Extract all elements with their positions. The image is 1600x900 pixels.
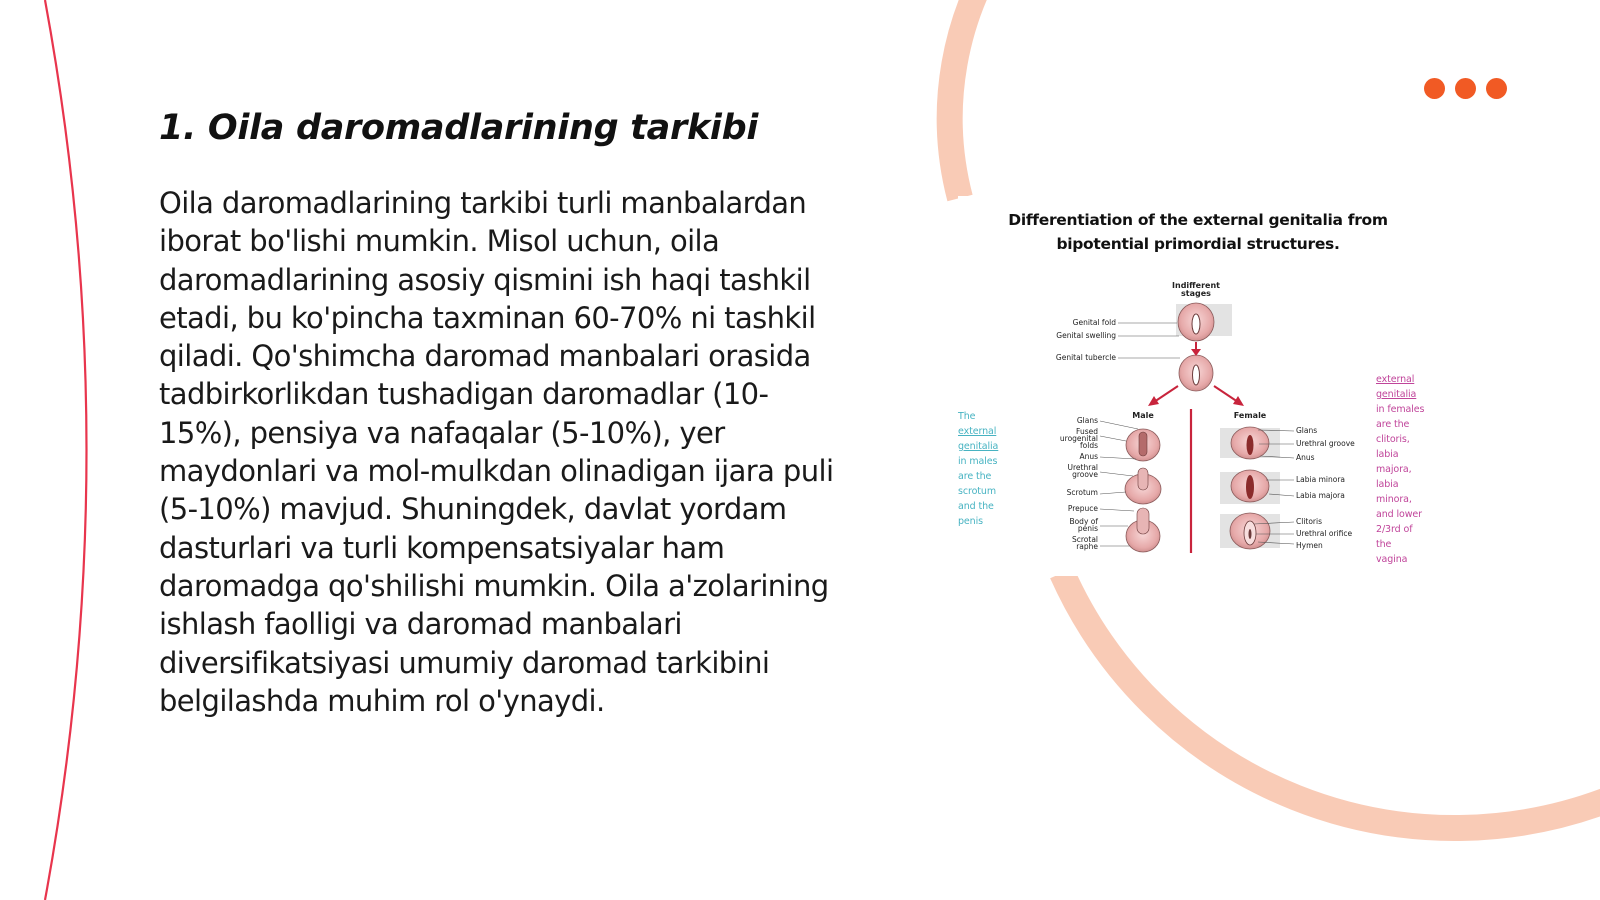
female-note-line: and lower [1376, 509, 1422, 520]
male-label-scrotal-2: raphe [1076, 542, 1098, 551]
female-label-hymen: Hymen [1296, 541, 1323, 550]
male-header: Male [1132, 411, 1154, 420]
female-note-link-1[interactable]: external [1376, 374, 1415, 385]
decorative-ring-arc [950, 0, 1005, 198]
dot-1 [1424, 78, 1445, 99]
female-note-line: minora, [1376, 494, 1412, 505]
female-label-labia-majora: Labia majora [1296, 491, 1345, 500]
figure-image [958, 196, 1438, 576]
indifferent-stage-label: Indifferent [1172, 281, 1220, 290]
figure-caption-line-1: Differentiation of the external genitalia from [1008, 211, 1388, 229]
male-label-fused-3: folds [1080, 441, 1098, 450]
slide-title: 1. Oila daromadlarining tarkibi [159, 108, 759, 148]
arrow-female-head [1233, 396, 1244, 406]
dot-3 [1486, 78, 1507, 99]
female-note-line: in females [1376, 404, 1425, 415]
female-note-line: are the [1376, 419, 1410, 430]
figure-caption-line-2: bipotential primordial structures. [1056, 235, 1340, 253]
female-note [1376, 372, 1434, 567]
female-note-line: majora, [1376, 464, 1412, 475]
male-label-fused-1: Fused [1076, 427, 1098, 436]
male-note-line: are the [958, 471, 992, 482]
male-label-body-2: penis [1077, 524, 1098, 533]
female-label-anus: Anus [1296, 453, 1315, 462]
male-label-scrotum: Scrotum [1066, 488, 1098, 497]
figure-caption [958, 208, 1438, 256]
male-note-line: and the [958, 501, 994, 512]
female-label-urethral-orifice: Urethral orifice [1296, 529, 1353, 538]
female-note-line: the [1376, 539, 1392, 550]
label-genital-tubercle: Genital tubercle [1055, 353, 1116, 362]
arrow-male-stem [1154, 386, 1178, 402]
female-note-link-2[interactable]: genitalia [1376, 389, 1417, 400]
label-genital-fold: Genital fold [1072, 318, 1116, 327]
female-note-line: clitoris, [1376, 434, 1410, 445]
male-label-fused-2: urogenital [1059, 434, 1098, 443]
male-label-anus: Anus [1079, 452, 1098, 461]
dots-decoration [1424, 78, 1510, 100]
indifferent-structure-2-inner [1193, 365, 1200, 385]
male-note-line: penis [958, 516, 983, 527]
female-note-line: vagina [1376, 554, 1408, 565]
male-note [958, 409, 1004, 529]
male-label-scrotal-1: Scrotal [1071, 535, 1098, 544]
male-label-glans: Glans [1076, 416, 1098, 425]
arrow-male-head [1148, 396, 1159, 406]
female-label-labia-minora: Labia minora [1296, 475, 1346, 484]
male-note-line: in males [958, 456, 998, 467]
male-label-urethral-2: groove [1072, 470, 1098, 479]
female-label-clitoris: Clitoris [1296, 517, 1323, 526]
indifferent-structure-1-inner [1192, 314, 1200, 334]
slide-body-text: Oila daromadlarining tarkibi turli manbalardan iborat bo'lishi mumkin. Misol uchun, oila daromadlarining asosiy qismini ish haqi tashkil etadi, bu ko'pincha taxminan 60-70% ni tashkil qiladi. Qo'shimcha daromad manbalari orasida tadbirkorlikdan tushadigan daromadlar (10-15%), pensiya va nafaqalar (5-10%), yer maydonlari va mol-mulkdan olinadigan ijara puli (5-10%) mavjud. Shuningdek, davlat yordam dasturlari va turli kompensatsiyalar ham daromadga qo'shilishi mumkin. Oila a'zolarining ishlash faolligi va daromad manbalari diversifikatsiyasi umumiy daromad tarkibini belgilashda muhim rol o'ynaydi. [159, 186, 834, 718]
male-note-line: scrotum [958, 486, 996, 497]
male-note-link-1[interactable]: external [958, 426, 997, 437]
dot-2 [1455, 78, 1476, 99]
male-label-urethral-1: Urethral [1067, 463, 1098, 472]
male-note-intro: The [958, 411, 976, 422]
female-header: Female [1233, 411, 1267, 420]
female-note-line: 2/3rd of [1376, 524, 1413, 535]
indifferent-stage-label-2: stages [1181, 289, 1211, 298]
arrow-female-stem [1214, 386, 1238, 402]
female-label-urethral-groove: Urethral groove [1296, 439, 1355, 448]
decorative-ring-arc-lower [1062, 573, 1600, 828]
male-label-prepuce: Prepuce [1067, 504, 1098, 513]
label-genital-swelling: Genital swelling [1056, 331, 1116, 340]
female-note-line: labia [1376, 479, 1399, 490]
female-label-glans: Glans [1296, 426, 1318, 435]
left-curve-line [45, 0, 87, 900]
male-label-body-1: Body of [1069, 517, 1098, 526]
female-note-line: labia [1376, 449, 1399, 460]
male-note-link-2[interactable]: genitalia [958, 441, 999, 452]
